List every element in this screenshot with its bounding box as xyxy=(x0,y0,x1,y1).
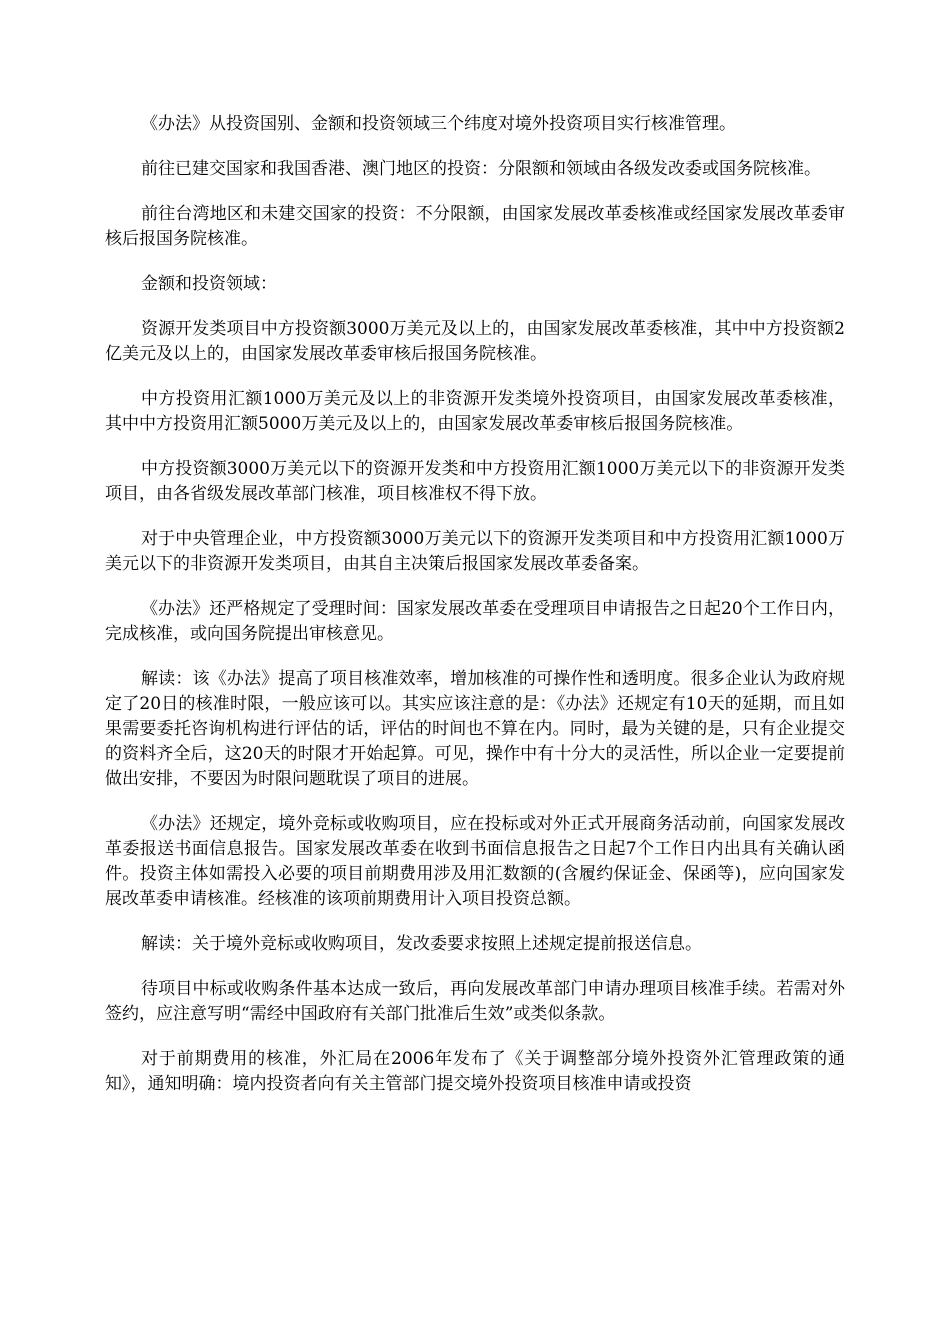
paragraph-3: 前往台湾地区和未建交国家的投资：不分限额，由国家发展改革委核准或经国家发展改革委审核后报国务院核准。 xyxy=(105,204,845,249)
paragraph-13: 待项目中标或收购条件基本达成一致后，再向发展改革部门申请办理项目核准手续。若需对外签约，应注意写明“需经中国政府有关部门批准后生效”或类似条款。 xyxy=(105,979,845,1024)
paragraph-9: 《办法》还严格规定了受理时间：国家发展改革委在受理项目申请报告之日起20个工作日内，完成核准，或向国务院提出审核意见。 xyxy=(105,599,845,644)
paragraph-2: 前往已建交国家和我国香港、澳门地区的投资：分限额和领域由各级发改委或国务院核准。 xyxy=(141,159,821,179)
document-body xyxy=(105,112,845,1117)
paragraph-6: 中方投资用汇额1000万美元及以上的非资源开发类境外投资项目，由国家发展改革委核准，其中中方投资用汇额5000万美元及以上的，由国家发展改革委审核后报国务院核准。 xyxy=(105,389,845,434)
paragraph-4: 金额和投资领域： xyxy=(141,274,277,294)
paragraph-8: 对于中央管理企业，中方投资额3000万美元以下的资源开发类项目和中方投资用汇额1000万美元以下的非资源开发类项目，由其自主决策后报国家发展改革委备案。 xyxy=(105,529,845,574)
paragraph-14: 对于前期费用的核准，外汇局在2006年发布了《关于调整部分境外投资外汇管理政策的通知》，通知明确：境内投资者向有关主管部门提交境外投资项目核准申请或投资 xyxy=(105,1049,845,1094)
paragraph-12: 解读：关于境外竞标或收购项目，发改委要求按照上述规定提前报送信息。 xyxy=(141,934,702,954)
paragraph-7: 中方投资额3000万美元以下的资源开发类和中方投资用汇额1000万美元以下的非资源开发类项目，由各省级发展改革部门核准，项目核准权不得下放。 xyxy=(105,459,845,504)
paragraph-5: 资源开发类项目中方投资额3000万美元及以上的，由国家发展改革委核准，其中中方投资额2亿美元及以上的，由国家发展改革委审核后报国务院核准。 xyxy=(105,319,845,364)
paragraph-11: 《办法》还规定，境外竞标或收购项目，应在投标或对外正式开展商务活动前，向国家发展改革委报送书面信息报告。国家发展改革委在收到书面信息报告之日起7个工作日内出具有关确认函件。投资主体如需投入必要的项目前期费用涉及用汇数额的(含履约保证金、保函等)，应向国家发展改革委申请核准。经核准的该项前期费用计入项目投资总额。 xyxy=(105,814,845,909)
paragraph-10: 解读：该《办法》提高了项目核准效率，增加核准的可操作性和透明度。很多企业认为政府规定了20日的核准时限，一般应该可以。其实应该注意的是：《办法》还规定有10天的延期，而且如果需要委托咨询机构进行评估的话，评估的时间也不算在内。同时，最为关键的是，只有企业提交的资料齐全后，这20天的时限才开始起算。可见，操作中有十分大的灵活性，所以企业一定要提前做出安排，不要因为时限问题耽误了项目的进展。 xyxy=(105,669,845,789)
paragraph-1: 《办法》从投资国别、金额和投资领域三个纬度对境外投资项目实行核准管理。 xyxy=(141,114,736,134)
